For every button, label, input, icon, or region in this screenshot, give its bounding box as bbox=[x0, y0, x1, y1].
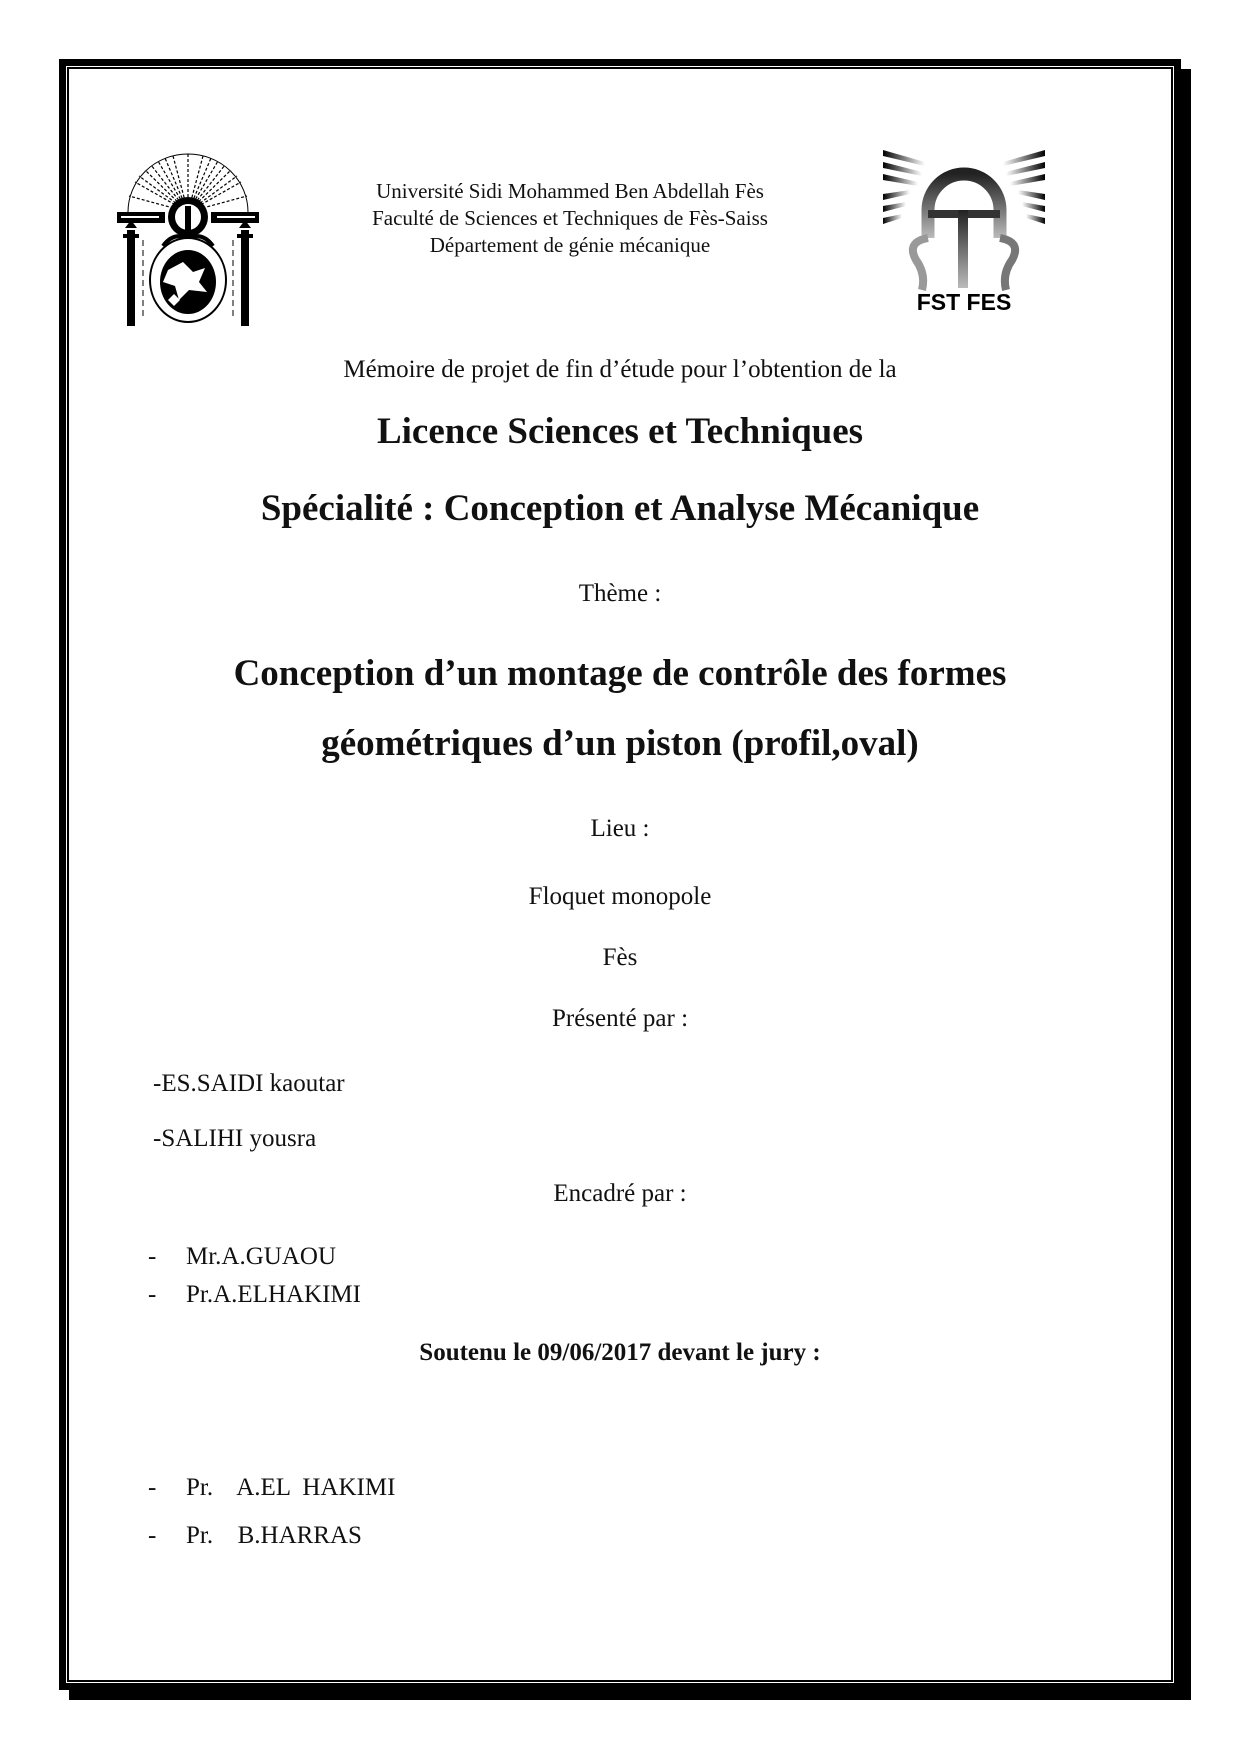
supervisor-name: Mr.A.GUAOU bbox=[186, 1243, 336, 1270]
theme-label: Thème : bbox=[578, 580, 662, 607]
institution-header bbox=[300, 178, 840, 259]
specialty-title: Spécialité : Conception et Analyse Mécanique bbox=[260, 488, 980, 529]
degree-title: Licence Sciences et Techniques bbox=[376, 411, 864, 452]
student-name: -ES.SAIDI kaoutar bbox=[153, 1070, 345, 1097]
student-name: -SALIHI yousra bbox=[153, 1125, 317, 1152]
supervisor-item bbox=[148, 1281, 361, 1309]
university-name: Université Sidi Mohammed Ben Abdellah Fès bbox=[376, 179, 764, 203]
place-name: Floquet monopole bbox=[528, 883, 712, 910]
defense-statement: Soutenu le 09/06/2017 devant le jury : bbox=[419, 1339, 821, 1366]
thesis-title-line-2: géométriques d’un piston (profil,oval) bbox=[321, 723, 919, 764]
supervisor-item bbox=[148, 1243, 336, 1271]
faculty-name: Faculté de Sciences et Techniques de Fès-Saiss bbox=[372, 206, 768, 230]
place-city: Fès bbox=[602, 944, 638, 971]
jury-member-name: Pr. B.HARRAS bbox=[186, 1522, 362, 1549]
presented-by-label: Présenté par : bbox=[551, 1005, 689, 1032]
jury-member-name: Pr. A.EL HAKIMI bbox=[186, 1474, 396, 1501]
jury-member-item bbox=[148, 1474, 395, 1502]
university-crest-logo-icon bbox=[113, 150, 263, 328]
supervised-by-label: Encadré par : bbox=[553, 1180, 687, 1207]
bullet-dash: - bbox=[148, 1474, 157, 1501]
jury-member-item bbox=[148, 1522, 362, 1550]
fst-fes-logo-icon bbox=[880, 148, 1050, 316]
intro-line: Mémoire de projet de fin d’étude pour l’obtention de la bbox=[343, 356, 897, 383]
bullet-dash: - bbox=[148, 1522, 157, 1549]
thesis-title-line-1: Conception d’un montage de contrôle des formes bbox=[233, 653, 1007, 694]
bullet-dash: - bbox=[148, 1281, 157, 1308]
bullet-dash: - bbox=[148, 1243, 157, 1270]
place-label: Lieu : bbox=[590, 815, 650, 842]
fst-fes-caption: FST FES bbox=[916, 289, 1012, 315]
department-name: Département de génie mécanique bbox=[429, 233, 711, 257]
supervisor-name: Pr.A.ELHAKIMI bbox=[186, 1281, 361, 1308]
